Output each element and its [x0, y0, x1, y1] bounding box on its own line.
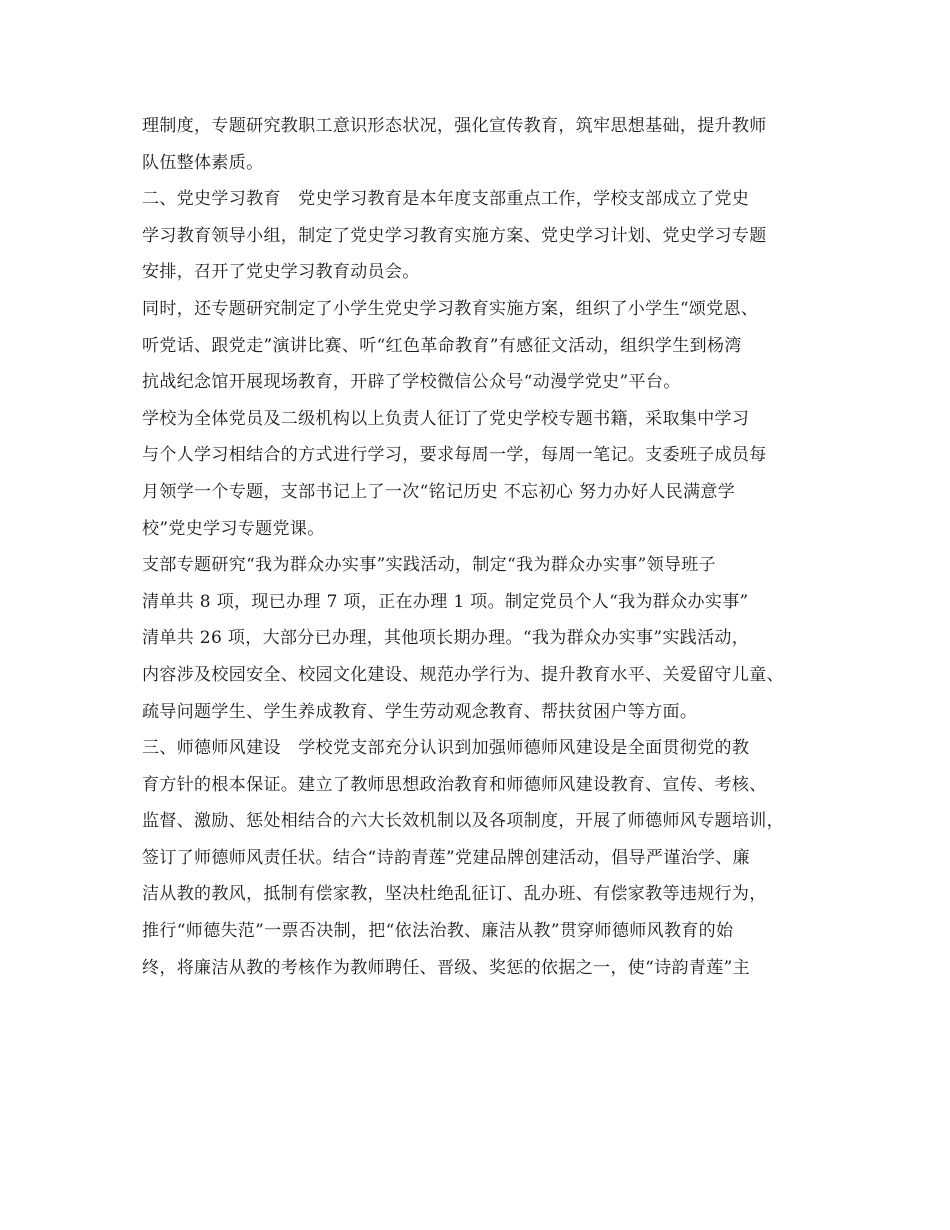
text-line: 听党话、跟党走”演讲比赛、听“红色革命教育”有感征文活动，组织学生到杨湾	[142, 335, 742, 356]
body-text	[142, 108, 842, 986]
text-line: 三、师德师风建设 学校党支部充分认识到加强师德师风建设是全面贯彻党的教	[142, 738, 750, 759]
text-line: 内容涉及校园安全、校园文化建设、规范办学行为、提升教育水平、关爱留守儿童、	[142, 664, 784, 685]
text-line: 校”党史学习专题党课。	[142, 518, 325, 539]
text-line: 与个人学习相结合的方式进行学习，要求每周一学，每周一笔记。支委班子成员每	[142, 445, 767, 466]
text-line: 监督、激励、惩处相结合的六大长效机制以及各项制度，开展了师德师风专题培训，	[142, 811, 784, 832]
text-line: 学习教育领导小组，制定了党史学习教育实施方案、党史学习计划、党史学习专题	[142, 225, 767, 246]
text-line: 推行“师德失范”一票否决制，把“依法治教、廉洁从教”贯穿师德师风教育的始	[142, 921, 734, 942]
text-line: 月领学一个专题，支部书记上了一次“铭记历史 不忘初心 努力办好人民满意学	[142, 481, 736, 502]
text-line: 同时，还专题研究制定了小学生党史学习教育实施方案，组织了小学生“颂党恩、	[142, 298, 759, 319]
text-line: 安排，召开了党史学习教育动员会。	[142, 262, 420, 283]
text-line: 终，将廉洁从教的考核作为教师聘任、晋级、奖惩的依据之一，使“诗韵青莲”主	[142, 957, 750, 978]
text-line: 学校为全体党员及二级机构以上负责人征订了党史学校专题书籍，采取集中学习	[142, 408, 750, 429]
text-line: 抗战纪念馆开展现场教育，开辟了学校微信公众号“动漫学党史”平台。	[142, 372, 681, 393]
text-line: 队伍整体素质。	[142, 152, 264, 173]
text-line: 支部专题研究“我为群众办实事”实践活动，制定“我为群众办实事”领导班子	[142, 555, 717, 576]
text-line: 疏导问题学生、学生养成教育、学生劳动观念教育、帮扶贫困户等方面。	[142, 701, 698, 722]
text-line: 清单共 26 项，大部分已办理，其他项长期办理。“我为群众办实事”实践活动，	[142, 628, 750, 649]
text-line: 育方针的根本保证。建立了教师思想政治教育和师德师风建设教育、宣传、考核、	[142, 774, 767, 795]
text-line: 清单共 8 项，现已办理 7 项，正在办理 1 项。制定党员个人“我为群众办实事”	[142, 591, 749, 612]
text-line: 签订了师德师风责任状。结合“诗韵青莲”党建品牌创建活动，倡导严谨治学、廉	[142, 847, 750, 868]
text-line: 理制度，专题研究教职工意识形态状况，强化宣传教育，筑牢思想基础，提升教师	[142, 116, 767, 136]
text-line: 二、党史学习教育 党史学习教育是本年度支部重点工作，学校支部成立了党史	[142, 189, 750, 210]
text-line: 洁从教的教风，抵制有偿家教，坚决杜绝乱征订、乱办班、有偿家教等违规行为，	[142, 884, 767, 905]
